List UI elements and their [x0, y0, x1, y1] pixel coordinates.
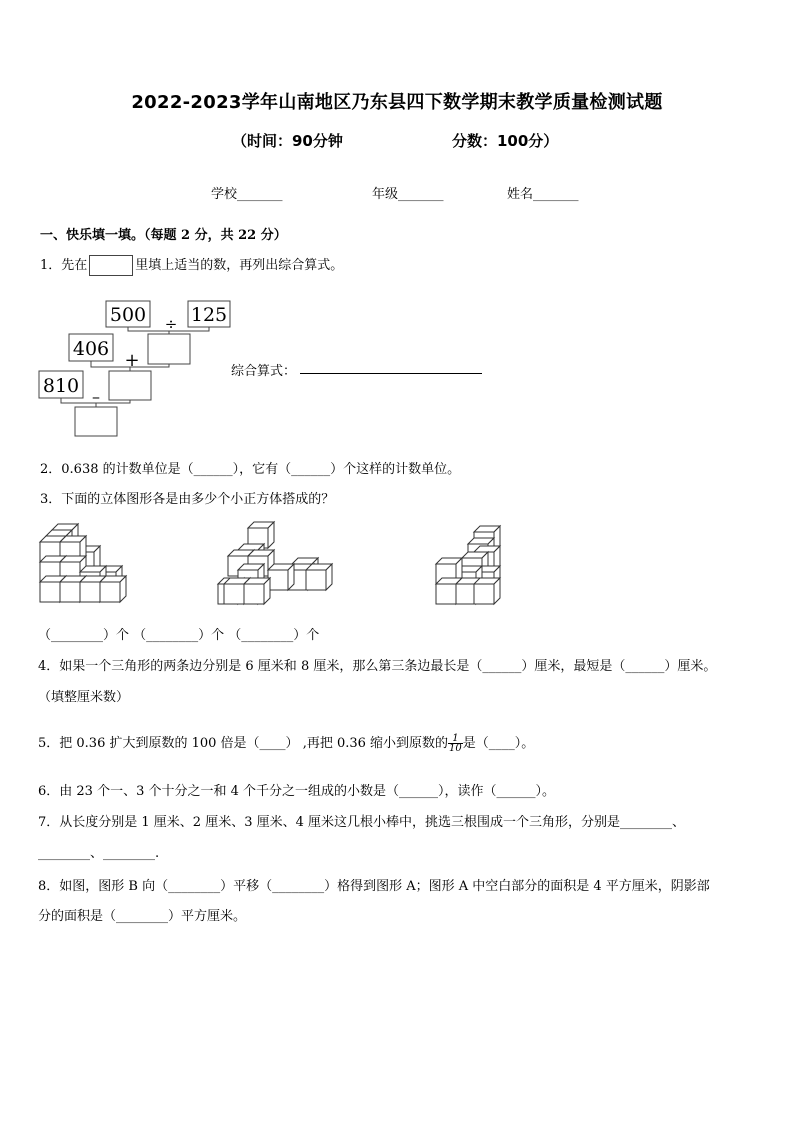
question-8-line-1: 8．如图，图形 B 向（________）平移（________）格得到图形 A；图形 A 中空白部分的面积是 4 平方厘米，阴影部	[38, 879, 710, 894]
answer-box	[89, 255, 133, 276]
question-4-line-1: 4．如果一个三角形的两条边分别是 6 厘米和 8 厘米，那么第三条边最长是（______）厘米，最短是（______）厘米。	[38, 659, 717, 674]
cube-figures	[38, 520, 508, 612]
section-heading: 一、快乐填一填。（每题 2 分，共 22 分）	[40, 228, 287, 243]
question-5	[38, 732, 534, 753]
grade-field: 年级_______	[372, 187, 444, 202]
divide-sign: ÷	[164, 315, 178, 333]
number-125: 125	[190, 304, 228, 326]
plus-sign: +	[124, 350, 140, 371]
exam-time: （时间：90分钟	[232, 132, 343, 150]
number-406: 406	[72, 338, 110, 360]
exam-score: 分数：100分）	[452, 132, 559, 150]
question-4-line-2: （填整厘米数）	[38, 690, 130, 705]
question-1-post: 里填上适当的数，再列出综合算式。	[135, 258, 344, 273]
calculation-tree-diagram	[36, 298, 246, 440]
answer-box-difference	[75, 407, 117, 436]
question-5-post: 是（____）。	[462, 736, 535, 751]
page-title: 2022-2023学年山南地区乃东县四下数学期末教学质量检测试题	[131, 92, 663, 113]
name-field: 姓名_______	[507, 187, 579, 202]
number-500: 500	[109, 304, 147, 326]
question-6: 6．由 23 个一、3 个十分之一和 4 个千分之一组成的小数是（______），读作（______）。	[38, 784, 556, 799]
formula-answer-line	[300, 373, 482, 374]
minus-sign: –	[92, 387, 100, 406]
question-1	[40, 254, 343, 276]
question-3: 3．下面的立体图形各是由多少个小正方体搭成的？	[40, 492, 335, 507]
question-3-answers: （________）个 （________）个 （________）个	[38, 628, 320, 643]
answer-box-quotient	[148, 334, 190, 364]
question-2: 2．0.638 的计数单位是（______），它有（______）个这样的计数单位。	[40, 462, 461, 477]
question-7-line-1: 7．从长度分别是 1 厘米、2 厘米、3 厘米、4 厘米这几根小棒中，挑选三根围成一个三角形，分别是________、	[38, 815, 686, 830]
question-5-pre: 5．把 0.36 扩大到原数的 100 倍是（____） ,再把 0.36 缩小到原数的	[38, 736, 449, 751]
answer-box-sum	[109, 371, 151, 400]
cube-figure-1	[40, 524, 126, 602]
question-1-pre: 1．先在	[40, 258, 88, 273]
cube-figure-3	[436, 526, 500, 604]
question-8-line-2: 分的面积是（________）平方厘米。	[38, 909, 247, 924]
number-810: 810	[42, 375, 80, 397]
fraction-one-tenth: $\frac{1}{10}$	[449, 733, 462, 754]
question-7-line-2: ________、________.	[38, 846, 160, 861]
school-field: 学校_______	[211, 187, 283, 202]
cube-figure-2	[218, 522, 332, 604]
formula-label: 综合算式：	[231, 364, 297, 379]
